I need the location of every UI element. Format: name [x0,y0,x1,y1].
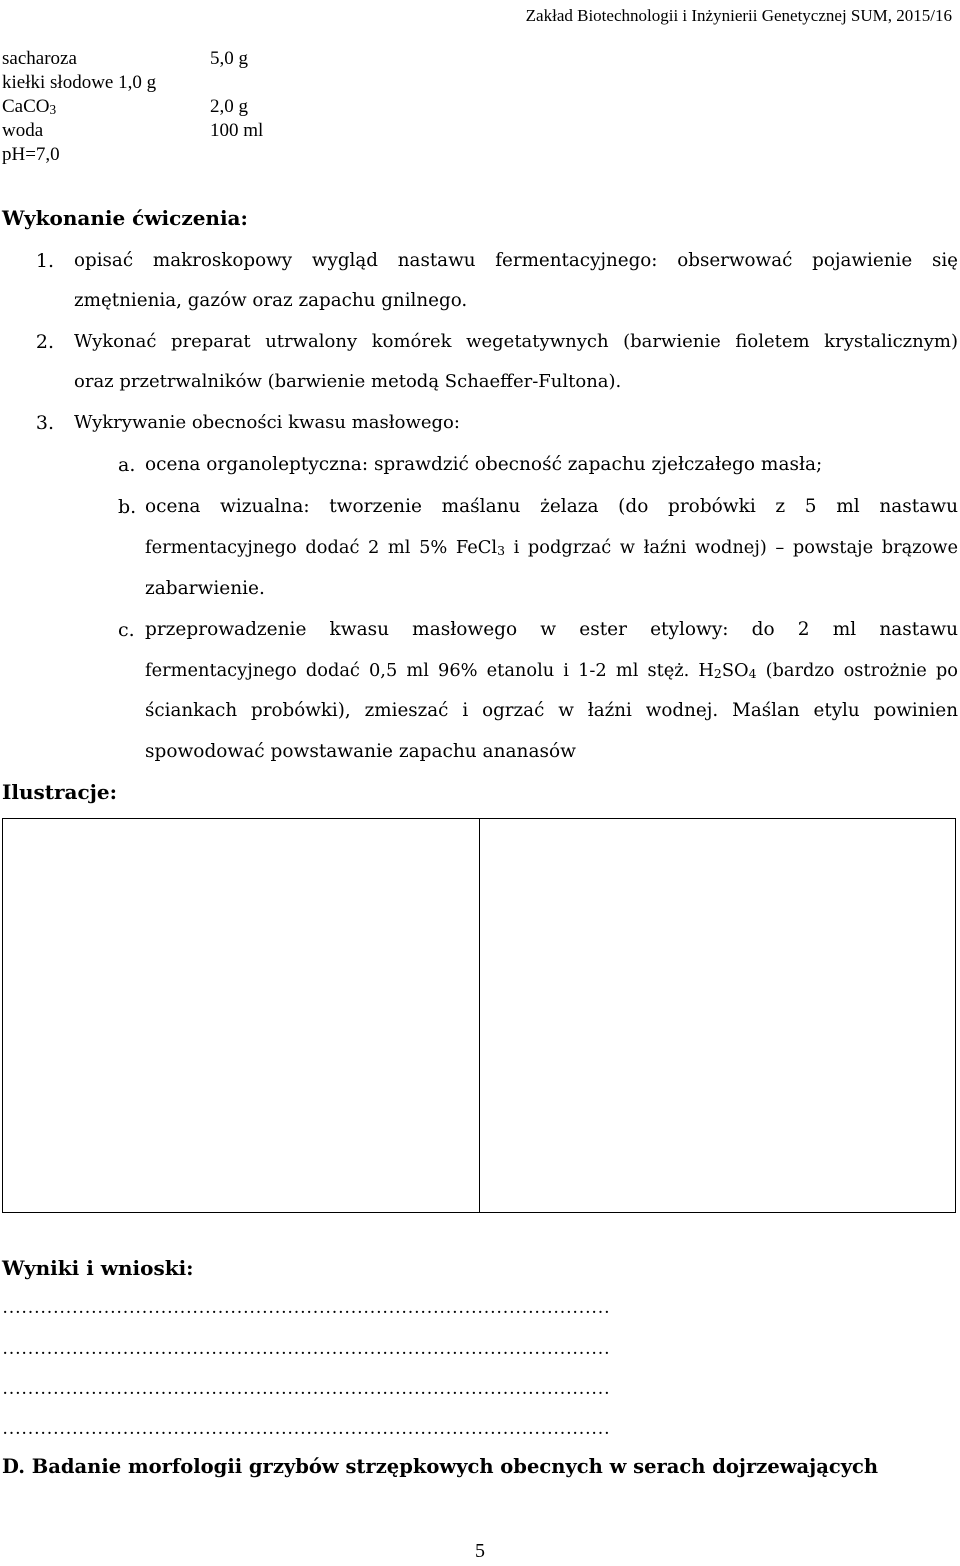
answer-line: …………………………………………………………………………………… [2,1378,610,1399]
answer-line: …………………………………………………………………………………… [2,1338,610,1359]
sub-step-text: ocena organoleptyczna: sprawdzić obecność zapachu zjełczałego masła; [145,454,823,475]
ingredient-name: woda [2,120,44,141]
sub-step-text: zabarwienie. [145,578,265,599]
answer-line: …………………………………………………………………………………… [2,1297,610,1318]
step-text: zmętnienia, gazów oraz zapachu gnilnego. [74,290,468,311]
page-number: 5 [475,1540,485,1562]
ingredient-qty: 2,0 g [210,96,248,117]
step-text: Wykrywanie obecności kwasu masłowego: [74,412,460,433]
step-number: 3. [35,412,54,434]
ingredient-qty: 100 ml [210,120,264,141]
step-text: opisać makroskopowy wygląd nastawu fermentacyjnego: obserwować pojawienie się [74,250,958,271]
step-number: 1. [35,250,54,272]
step-text: oraz przetrwalników (barwienie metodą Schaeffer-Fultona). [74,371,622,392]
step-number: 2. [35,331,54,353]
step-text: Wykonać preparat utrwalony komórek wegetatywnych (barwienie fioletem krystalicznym) [74,331,958,352]
sub-step-text: ocena wizualna: tworzenie maślanu żelaza (do probówki z 5 ml nastawu [145,496,958,517]
sub-step-text: ściankach probówki), zmieszać i ogrzać w łaźni wodnej. Maślan etylu powinien [145,700,958,721]
ingredient-name: CaCO$_3$ [2,96,57,117]
results-heading: Wyniki i wnioski: [2,1256,194,1280]
ingredient-qty: 5,0 g [210,48,248,69]
illustrations-heading: Ilustracje: [2,780,118,804]
sub-step-text: przeprowadzenie kwasu masłowego w ester etylowy: do 2 ml nastawu [145,619,958,640]
sub-step-text: spowodować powstawanie zapachu ananasów [145,741,576,762]
page-header: Zakład Biotechnologii i Inżynierii Genetycznej SUM, 2015/16 [525,6,952,25]
procedure-heading: Wykonanie ćwiczenia: [2,206,248,230]
sub-step-letter: c. [118,619,135,641]
sub-step-letter: b. [118,496,137,518]
ingredient-name: kiełki słodowe 1,0 g [2,72,157,93]
ingredient-name: sacharoza [2,48,77,69]
sub-step-text: fermentacyjnego dodać 2 ml 5% FeCl$_3$ i podgrzać w łaźni wodnej) – powstaje brązowe [145,537,958,558]
sub-step-letter: a. [118,454,136,476]
sub-step-text: fermentacyjnego dodać 0,5 ml 96% etanolu i 1-2 ml stęż. $H_2SO_4$ (bardzo ostrożnie po [145,660,958,681]
answer-line: …………………………………………………………………………………… [2,1418,610,1439]
section-d-heading: D. Badanie morfologii grzybów strzępkowych obecnych w serach dojrzewających [2,1455,879,1478]
ingredient-name: pH=7,0 [2,144,60,165]
illustration-divider [479,818,480,1213]
